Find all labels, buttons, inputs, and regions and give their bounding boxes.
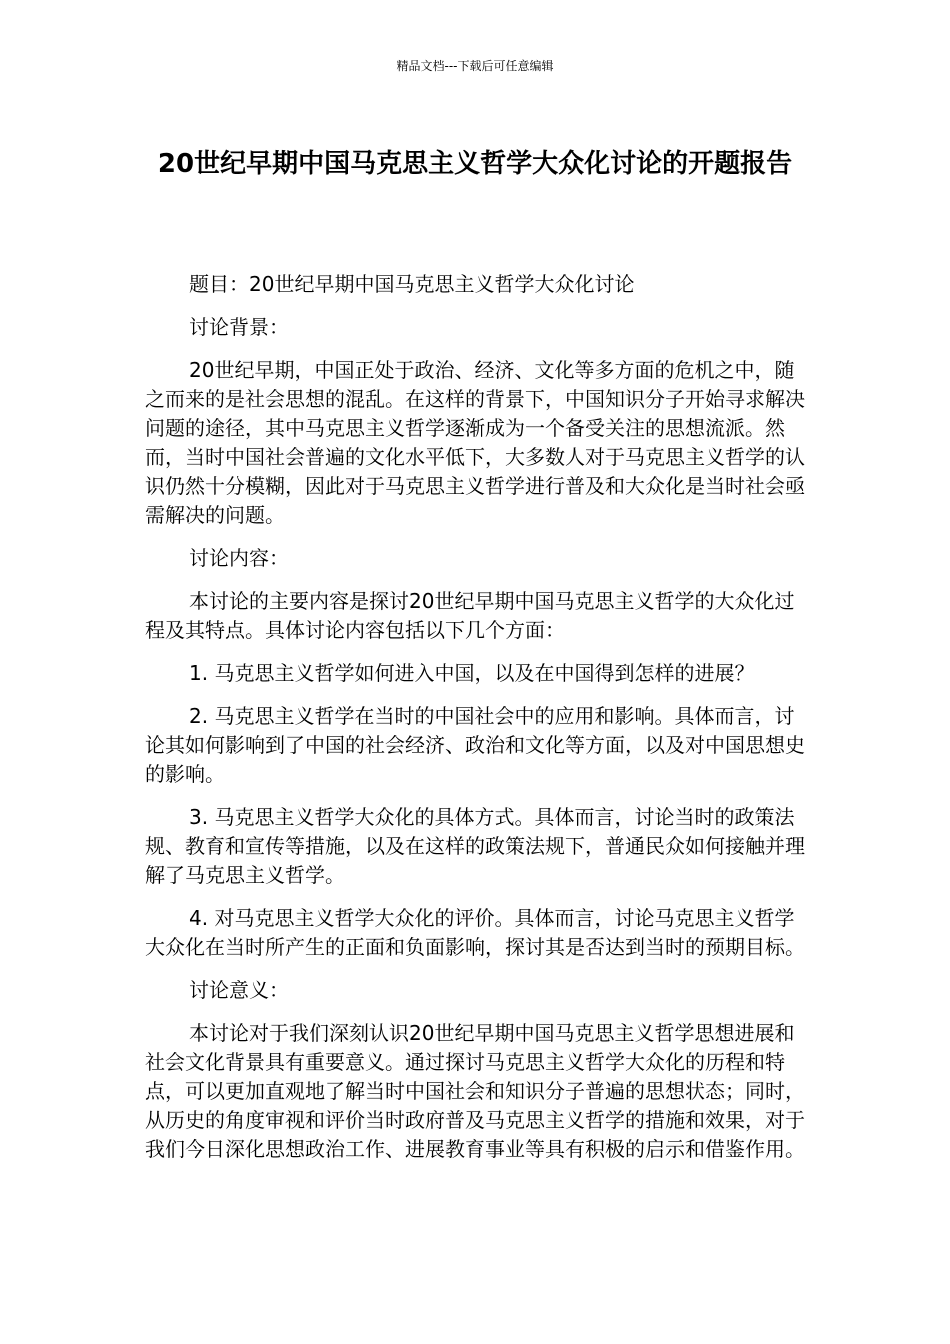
content-item-1: 1. 马克思主义哲学如何进入中国，以及在中国得到怎样的进展？ bbox=[189, 661, 755, 685]
significance-paragraph: 本讨论对于我们深刻认识20世纪早期中国马克思主义哲学思想进展和社会文化背景具有重要意义。通过探讨马克思主义哲学大众化的历程和特点，可以更加直观地了解当时中国社会和知识分子普遍的思想状态；同时，从历史的角度审视和评价当时政府普及马克思主义哲学的措施和效果，对于我们今日深化思想政治工作、进展教育事业等具有积极的启示和借鉴作用。 bbox=[145, 1021, 805, 1161]
header-note: 精品文档---下载后可任意编辑 bbox=[396, 59, 554, 73]
topic-line: 题目：20世纪早期中国马克思主义哲学大众化讨论 bbox=[189, 272, 635, 296]
document-body bbox=[145, 270, 810, 1178]
content-intro-paragraph: 本讨论的主要内容是探讨20世纪早期中国马克思主义哲学的大众化过程及其特点。具体讨论内容包括以下几个方面： bbox=[145, 589, 795, 642]
content-item-3: 3. 马克思主义哲学大众化的具体方式。具体而言，讨论当时的政策法规、教育和宣传等措施，以及在这样的政策法规下，普通民众如何接触并理解了马克思主义哲学。 bbox=[145, 805, 805, 887]
content-item-4: 4. 对马克思主义哲学大众化的评价。具体而言，讨论马克思主义哲学大众化在当时所产生的正面和负面影响，探讨其是否达到当时的预期目标。 bbox=[145, 906, 805, 959]
background-paragraph: 20世纪早期，中国正处于政治、经济、文化等多方面的危机之中，随之而来的是社会思想的混乱。在这样的背景下，中国知识分子开始寻求解决问题的途径，其中马克思主义哲学逐渐成为一个备受关注的思想流派。然而，当时中国社会普遍的文化水平低下，大多数人对于马克思主义哲学的认识仍然十分模糊，因此对于马克思主义哲学进行普及和大众化是当时社会亟需解决的问题。 bbox=[145, 358, 805, 527]
document-title: 20世纪早期中国马克思主义哲学大众化讨论的开题报告 bbox=[157, 149, 793, 179]
content-item-2: 2. 马克思主义哲学在当时的中国社会中的应用和影响。具体而言，讨论其如何影响到了中国的社会经济、政治和文化等方面，以及对中国思想史的影响。 bbox=[145, 704, 805, 786]
section-heading-background: 讨论背景： bbox=[189, 315, 289, 339]
section-heading-significance: 讨论意义： bbox=[189, 978, 289, 1002]
section-heading-content: 讨论内容： bbox=[189, 546, 289, 570]
